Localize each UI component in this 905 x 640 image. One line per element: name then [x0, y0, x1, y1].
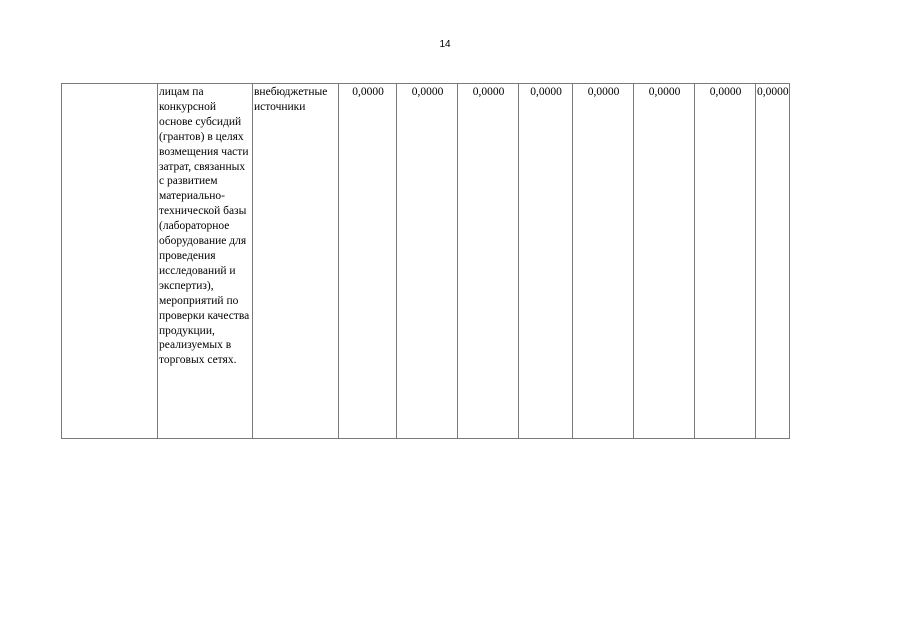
value-cell-6: 0,0000: [634, 84, 695, 439]
value-cell-1: 0,0000: [339, 84, 397, 439]
value-cell-3: 0,0000: [458, 84, 519, 439]
description-cell: лицам па конкурсной основе субсидий (грантов) в целях возмещения части затрат, связанных с развитием материально-технической базы (лабораторное оборудование для проведения исследований и экспертиз), мероприятий по проверки качества продукции, реализуемых в торговых сетях.: [158, 84, 253, 439]
source-cell: внебюджетные источники: [253, 84, 339, 439]
value-cell-8: 0,0000: [756, 84, 790, 439]
value-cell-4: 0,0000: [519, 84, 573, 439]
table-row: [62, 84, 790, 439]
value-cell-7: 0,0000: [695, 84, 756, 439]
value-cell-5: 0,0000: [573, 84, 634, 439]
value-cell-2: 0,0000: [397, 84, 458, 439]
budget-table: [61, 83, 790, 439]
page-number: 14: [439, 39, 451, 50]
empty-cell: [62, 84, 158, 439]
